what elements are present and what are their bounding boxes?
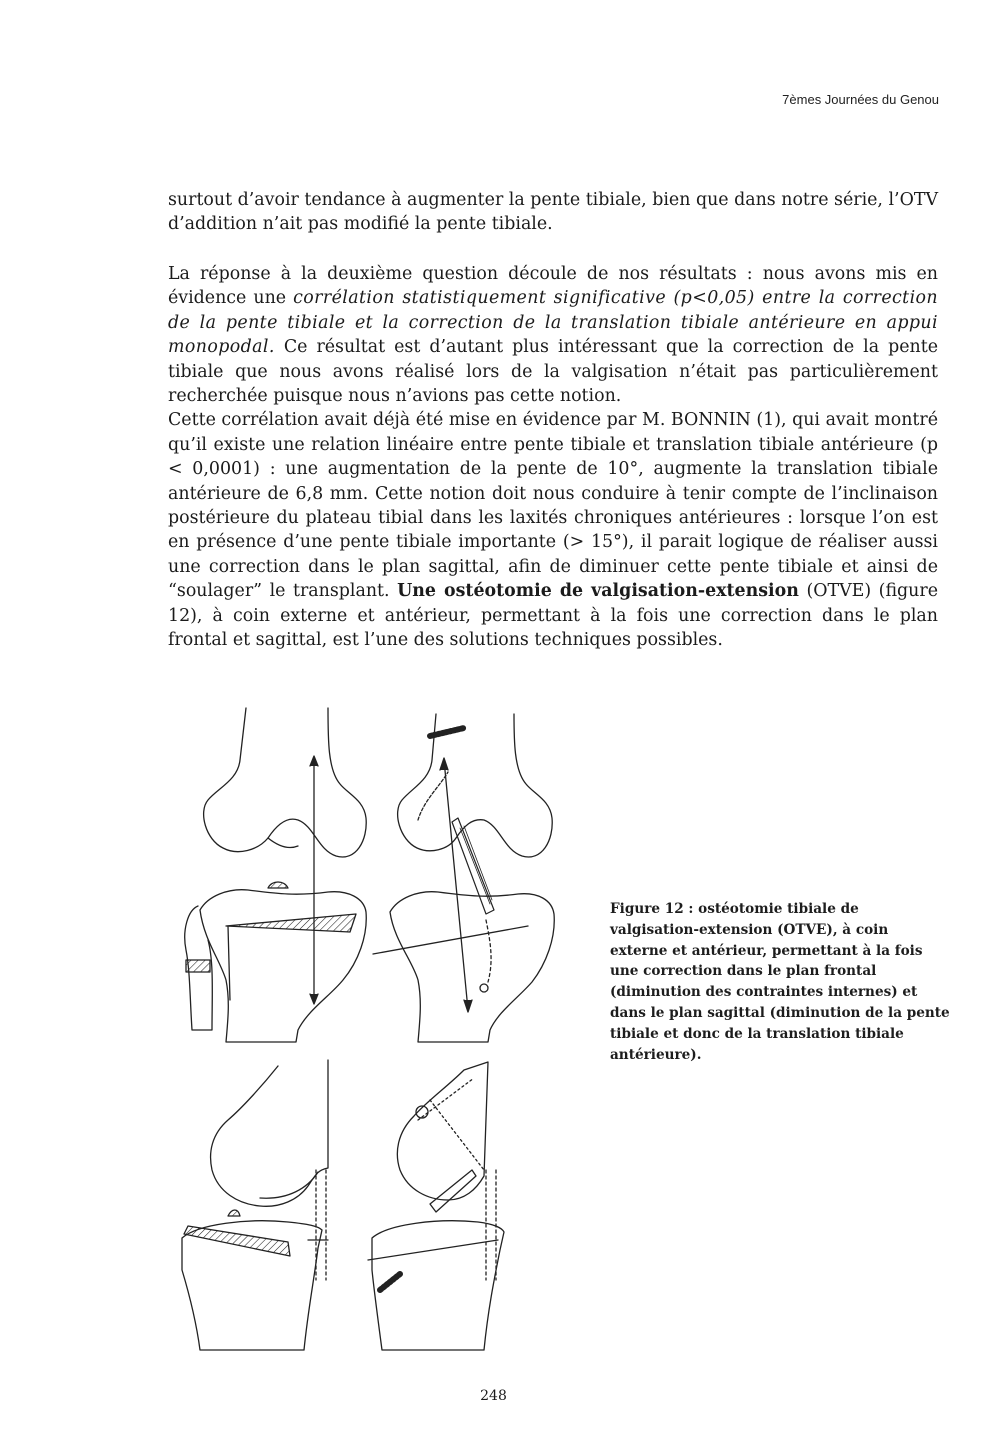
axis-arrow-down [310,994,318,1004]
paragraph-1 [168,188,938,237]
paragraph-3-tail: (OTVE) (figure 12), à coin externe et antérieur, permettant à la fois une correction dans le plan frontal et sagittal, est l’une des solutions techniques possibles. [168,581,938,651]
graft-path [418,772,448,820]
paragraph-2-lead: La réponse à la deuxième question découle de nos résultats : nous avons mis en évidence une [168,264,938,309]
paragraph-1-text: surtout d’avoir tendance à augmenter la pente tibiale, bien que dans notre série, l’OTV d’addition n’ait pas modifié la pente tibiale. [168,190,938,235]
osteotomy-wedge-sagittal [184,1226,290,1256]
body-text [168,262,938,653]
corrected-axis-line [444,760,468,1010]
running-header: 7èmes Journées du Genou [782,92,939,107]
paragraph-2-emphasis: corrélation statistiquement significative (p<0,05) entre la correction de la pente tibiale et la correction de la translation tibiale antérieure en appui monopodal. [168,288,938,358]
femur-outline-after [398,714,553,857]
frontal-view-before [185,708,367,1042]
fixation-knot [480,984,488,992]
osteotomy-wedge-frontal [226,914,356,932]
knee-osteotomy-figure [168,700,593,1360]
fibula-osteotomy [186,960,210,972]
fixation-wire [486,920,491,982]
tibial-screw [380,1274,400,1290]
cancellous-texture [418,1078,484,1170]
page-number: 248 [480,1388,507,1404]
tibia-outline-after [390,892,554,1042]
frontal-view-after [373,714,554,1042]
osteotomy-line-sagittal [368,1240,498,1260]
femoral-notch [268,838,298,848]
tibial-tuberosity-mark [228,1210,240,1216]
tibial-spine [268,882,288,888]
sagittal-view-after [368,1062,504,1350]
femur-sagittal-outline [211,1060,328,1206]
paragraph-2 [168,262,938,408]
ligament-graft [452,818,494,914]
tibia-sagittal-after [372,1221,504,1350]
femur-sagittal-after [397,1062,488,1200]
tibia-outline [200,890,366,1042]
sagittal-view-before [182,1060,328,1350]
graft-sagittal [430,1170,476,1212]
femur-outline [204,708,367,857]
corrected-axis-arrow-down [464,1000,472,1012]
paragraph-3-bold: Une ostéotomie de valgisation-extension [397,581,799,602]
figure-caption: Figure 12 : ostéotomie tibiale de valgisation-extension (OTVE), à coin externe et antérieur, permettant à la fois une correction dans le plan frontal (diminution des contraintes internes) et dans le plan sagittal (diminution de la pente tibiale et donc de la translation tibiale antérieure). [610,901,950,1063]
paragraph-3 [168,408,938,652]
corrected-axis-arrow-up [440,758,448,770]
paragraph-3-lead: Cette corrélation avait déjà été mise en évidence par M. BONNIN (1), qui avait montré qu’il existe une relation linéaire entre pente tibiale et translation tibiale antérieure (p < 0,0001) : une augmentation de la pente de 10°, augmente la translation tibiale antérieure de 6,8 mm. Cette notion doit nous conduire à tenir compte de l’inclinaison postérieure du plateau tibial dans les laxités chroniques antérieures : lorsque l’on est en présence d’une pente tibiale importante (> 15°), il parait logique de réaliser aussi une correction dans le plan sagittal, afin de diminuer cette pente tibiale et ainsi de “soulager” le transplant. [168,410,938,602]
axis-arrow-up [310,756,318,766]
paragraph-2-tail: Ce résultat est d’autant plus intéressant que la correction de la pente tibiale que nous avons réalisé lors de la valgisation n’était pas particulièrement recherchée puisque nous n’avions pas cette notion. [168,337,938,407]
osteotomy-line-frontal [373,926,528,954]
wedge-edge [228,926,230,1000]
